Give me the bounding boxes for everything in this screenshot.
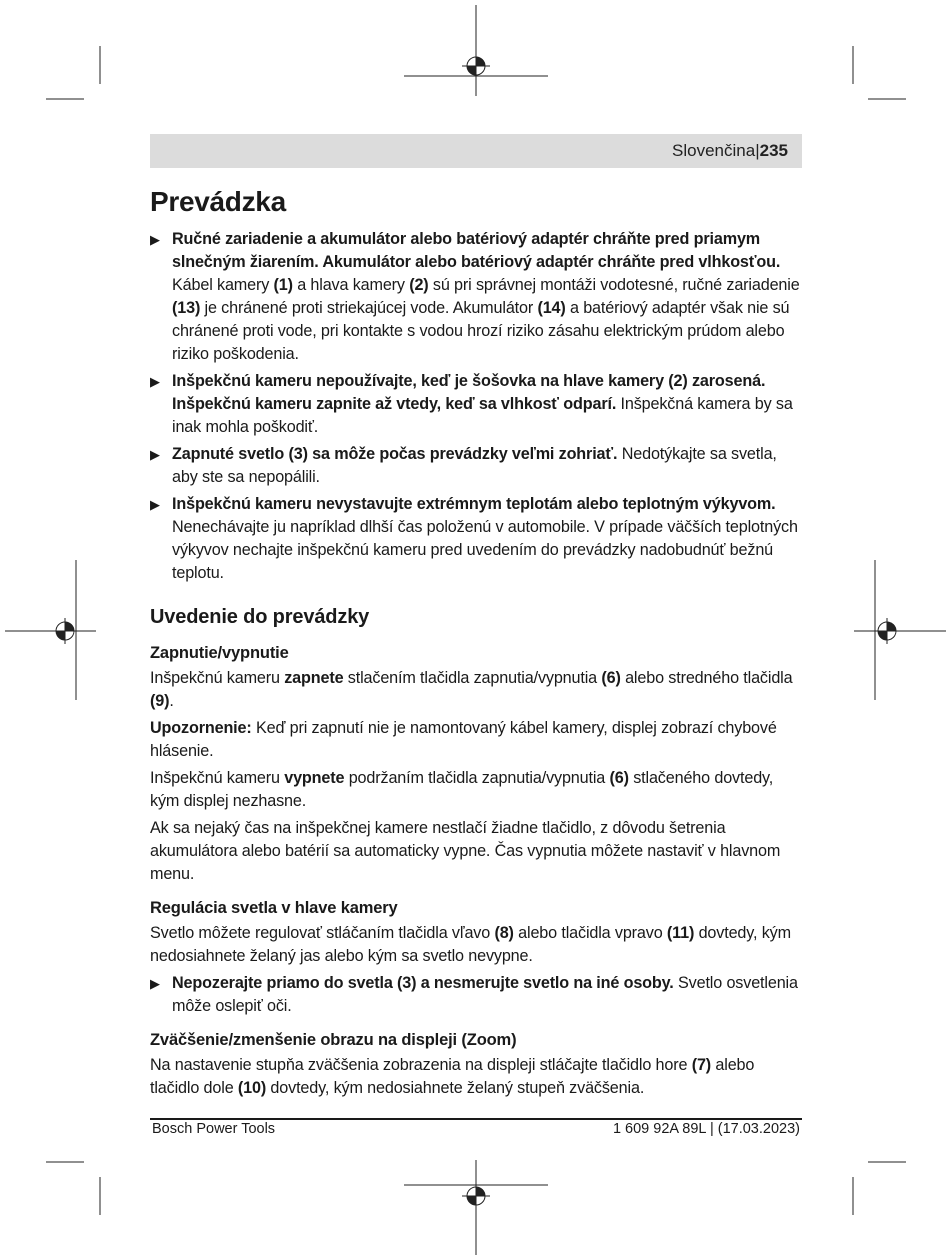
footer-rule [150, 1118, 802, 1120]
text-run: Nenechávajte ju napríklad dlhší čas položenú v automobile. V prípade väčších teplotných výkyvov nechajte inšpekčnú kameru pred uvedením do prevádzky nadobudnúť bežnú teplotu. [172, 518, 798, 582]
text-run: stlačením tlačidla zapnutia/vypnutia [343, 669, 602, 687]
bold-run: (1) [273, 276, 293, 294]
paragraph [150, 717, 802, 763]
text-run: Inšpekčnú kameru [150, 669, 285, 687]
text-run: Svetlo osvetlenia môže oslepiť oči. [172, 974, 798, 1015]
text-run: Kábel kamery [172, 276, 274, 294]
bold-run: (6) [601, 669, 621, 687]
header-language: Slovenčina [672, 141, 756, 160]
text-run: je chránené proti striekajúcej vode. Akumulátor [200, 299, 538, 317]
text-run: Inšpekčná kamera by sa inak mohla poškodiť. [172, 395, 793, 436]
bold-run: (6) [609, 769, 629, 787]
warning-item [150, 443, 802, 489]
page-content [150, 184, 802, 1104]
subheading-zoom: Zväčšenie/zmenšenie obrazu na displeji (Zoom) [150, 1031, 517, 1049]
page-title: Prevádzka [150, 186, 286, 217]
paragraph [150, 1054, 802, 1100]
header-separator: | [755, 141, 760, 160]
bold-run: (10) [237, 1079, 267, 1097]
warning-item [150, 370, 802, 439]
text-run: Na nastavenie stupňa zväčšenia zobrazenia na displeji stláčajte tlačidlo hore [150, 1056, 692, 1074]
bold-run: (13) [172, 299, 201, 317]
paragraph [150, 922, 802, 968]
bold-run: vypnete [284, 769, 345, 787]
warning-bold-text: Zapnuté svetlo (3) sa môže počas prevádzky veľmi zohriať. [172, 445, 618, 463]
warning-bold-text: Nepozerajte priamo do svetla (3) a nesmerujte svetlo na iné osoby. [172, 974, 674, 992]
warning-body [172, 518, 798, 582]
text-run: dovtedy, kým nedosiahnete želaný jas alebo kým sa svetlo nevypne. [150, 924, 791, 965]
page-number: 235 [759, 141, 788, 160]
text-run: dovtedy, kým nedosiahnete želaný stupeň zväčšenia. [266, 1079, 645, 1097]
text-run: Nedotýkajte sa svetla, aby ste sa nepopálili. [172, 445, 777, 486]
warning-item [150, 493, 802, 585]
paragraph [150, 667, 802, 713]
text-run: Ak sa nejaký čas na inšpekčnej kamere nestlačí žiadne tlačidlo, z dôvodu šetrenia akumulátora alebo batérií sa automaticky vypne. Čas vypnutia môžete nastaviť v hlavnom menu. [150, 819, 781, 883]
bullet-triangle-icon: ▶ [150, 374, 160, 389]
text-run: alebo tlačidla vpravo [513, 924, 667, 942]
warning-body [172, 276, 800, 363]
subheading-light-control: Regulácia svetla v hlave kamery [150, 899, 398, 917]
bullet-triangle-icon: ▶ [150, 976, 160, 991]
footer-doc-id: 1 609 92A 89L | (17.03.2023) [612, 1121, 800, 1137]
bold-run: (7) [691, 1056, 712, 1074]
warning-item [150, 228, 802, 366]
text-run: . [169, 692, 174, 710]
bold-run: Upozornenie: [150, 719, 252, 737]
warning-item [150, 972, 802, 1018]
bullet-triangle-icon: ▶ [150, 497, 160, 512]
text-run: Keď pri zapnutí nie je namontovaný kábel kamery, displej zobrazí chybové hlásenie. [150, 719, 777, 760]
text-run: stlačeného dovtedy, kým displej nezhasne. [150, 769, 774, 810]
bullet-triangle-icon: ▶ [150, 232, 160, 247]
paragraph [150, 767, 802, 813]
safety-warnings [150, 228, 802, 585]
bold-run: (14) [537, 299, 566, 317]
bold-run: (2) [409, 276, 429, 294]
subheading-on-off: Zapnutie/vypnutie [150, 644, 289, 662]
text-run: alebo stredného tlačidla [620, 669, 793, 687]
bullet-triangle-icon: ▶ [150, 447, 160, 462]
warning-bold-text: Ručné zariadenie a akumulátor alebo batériový adaptér chráňte pred priamym slnečným žiarením. Akumulátor alebo batériový adaptér chráňte pred vlhkosťou. [172, 230, 781, 271]
text-run: alebo tlačidlo dole [150, 1056, 755, 1097]
text-run: sú pri správnej montáži vodotesné, ručné zariadenie [428, 276, 800, 294]
bold-run: zapnete [284, 669, 344, 687]
text-run: Inšpekčnú kameru [150, 769, 285, 787]
section-heading-startup: Uvedenie do prevádzky [150, 606, 370, 628]
page-header [672, 141, 788, 161]
text-run: podržaním tlačidla zapnutia/vypnutia [344, 769, 610, 787]
warning-bold-text: Inšpekčnú kameru nevystavujte extrémnym teplotám alebo teplotným výkyvom. [172, 495, 776, 513]
text-run: a batériový adaptér však nie sú chránené proti vode, pri kontakte s vodou hrozí riziko zásahu elektrickým prúdom alebo riziko poškodenia. [172, 299, 790, 363]
warning-bold-text: Inšpekčnú kameru nepoužívajte, keď je šošovka na hlave kamery (2) zarosená. Inšpekčnú kameru zapnite až vtedy, keď sa vlhkosť odparí. [172, 372, 766, 413]
paragraph [150, 817, 802, 886]
bold-run: (8) [494, 924, 514, 942]
bold-run: (11) [666, 924, 695, 942]
text-run: a hlava kamery [292, 276, 410, 294]
text-run: Svetlo môžete regulovať stláčaním tlačidla vľavo [150, 924, 495, 942]
page-header-bar [150, 134, 802, 168]
footer-brand: Bosch Power Tools [152, 1121, 276, 1137]
bold-run: (9) [150, 692, 170, 710]
